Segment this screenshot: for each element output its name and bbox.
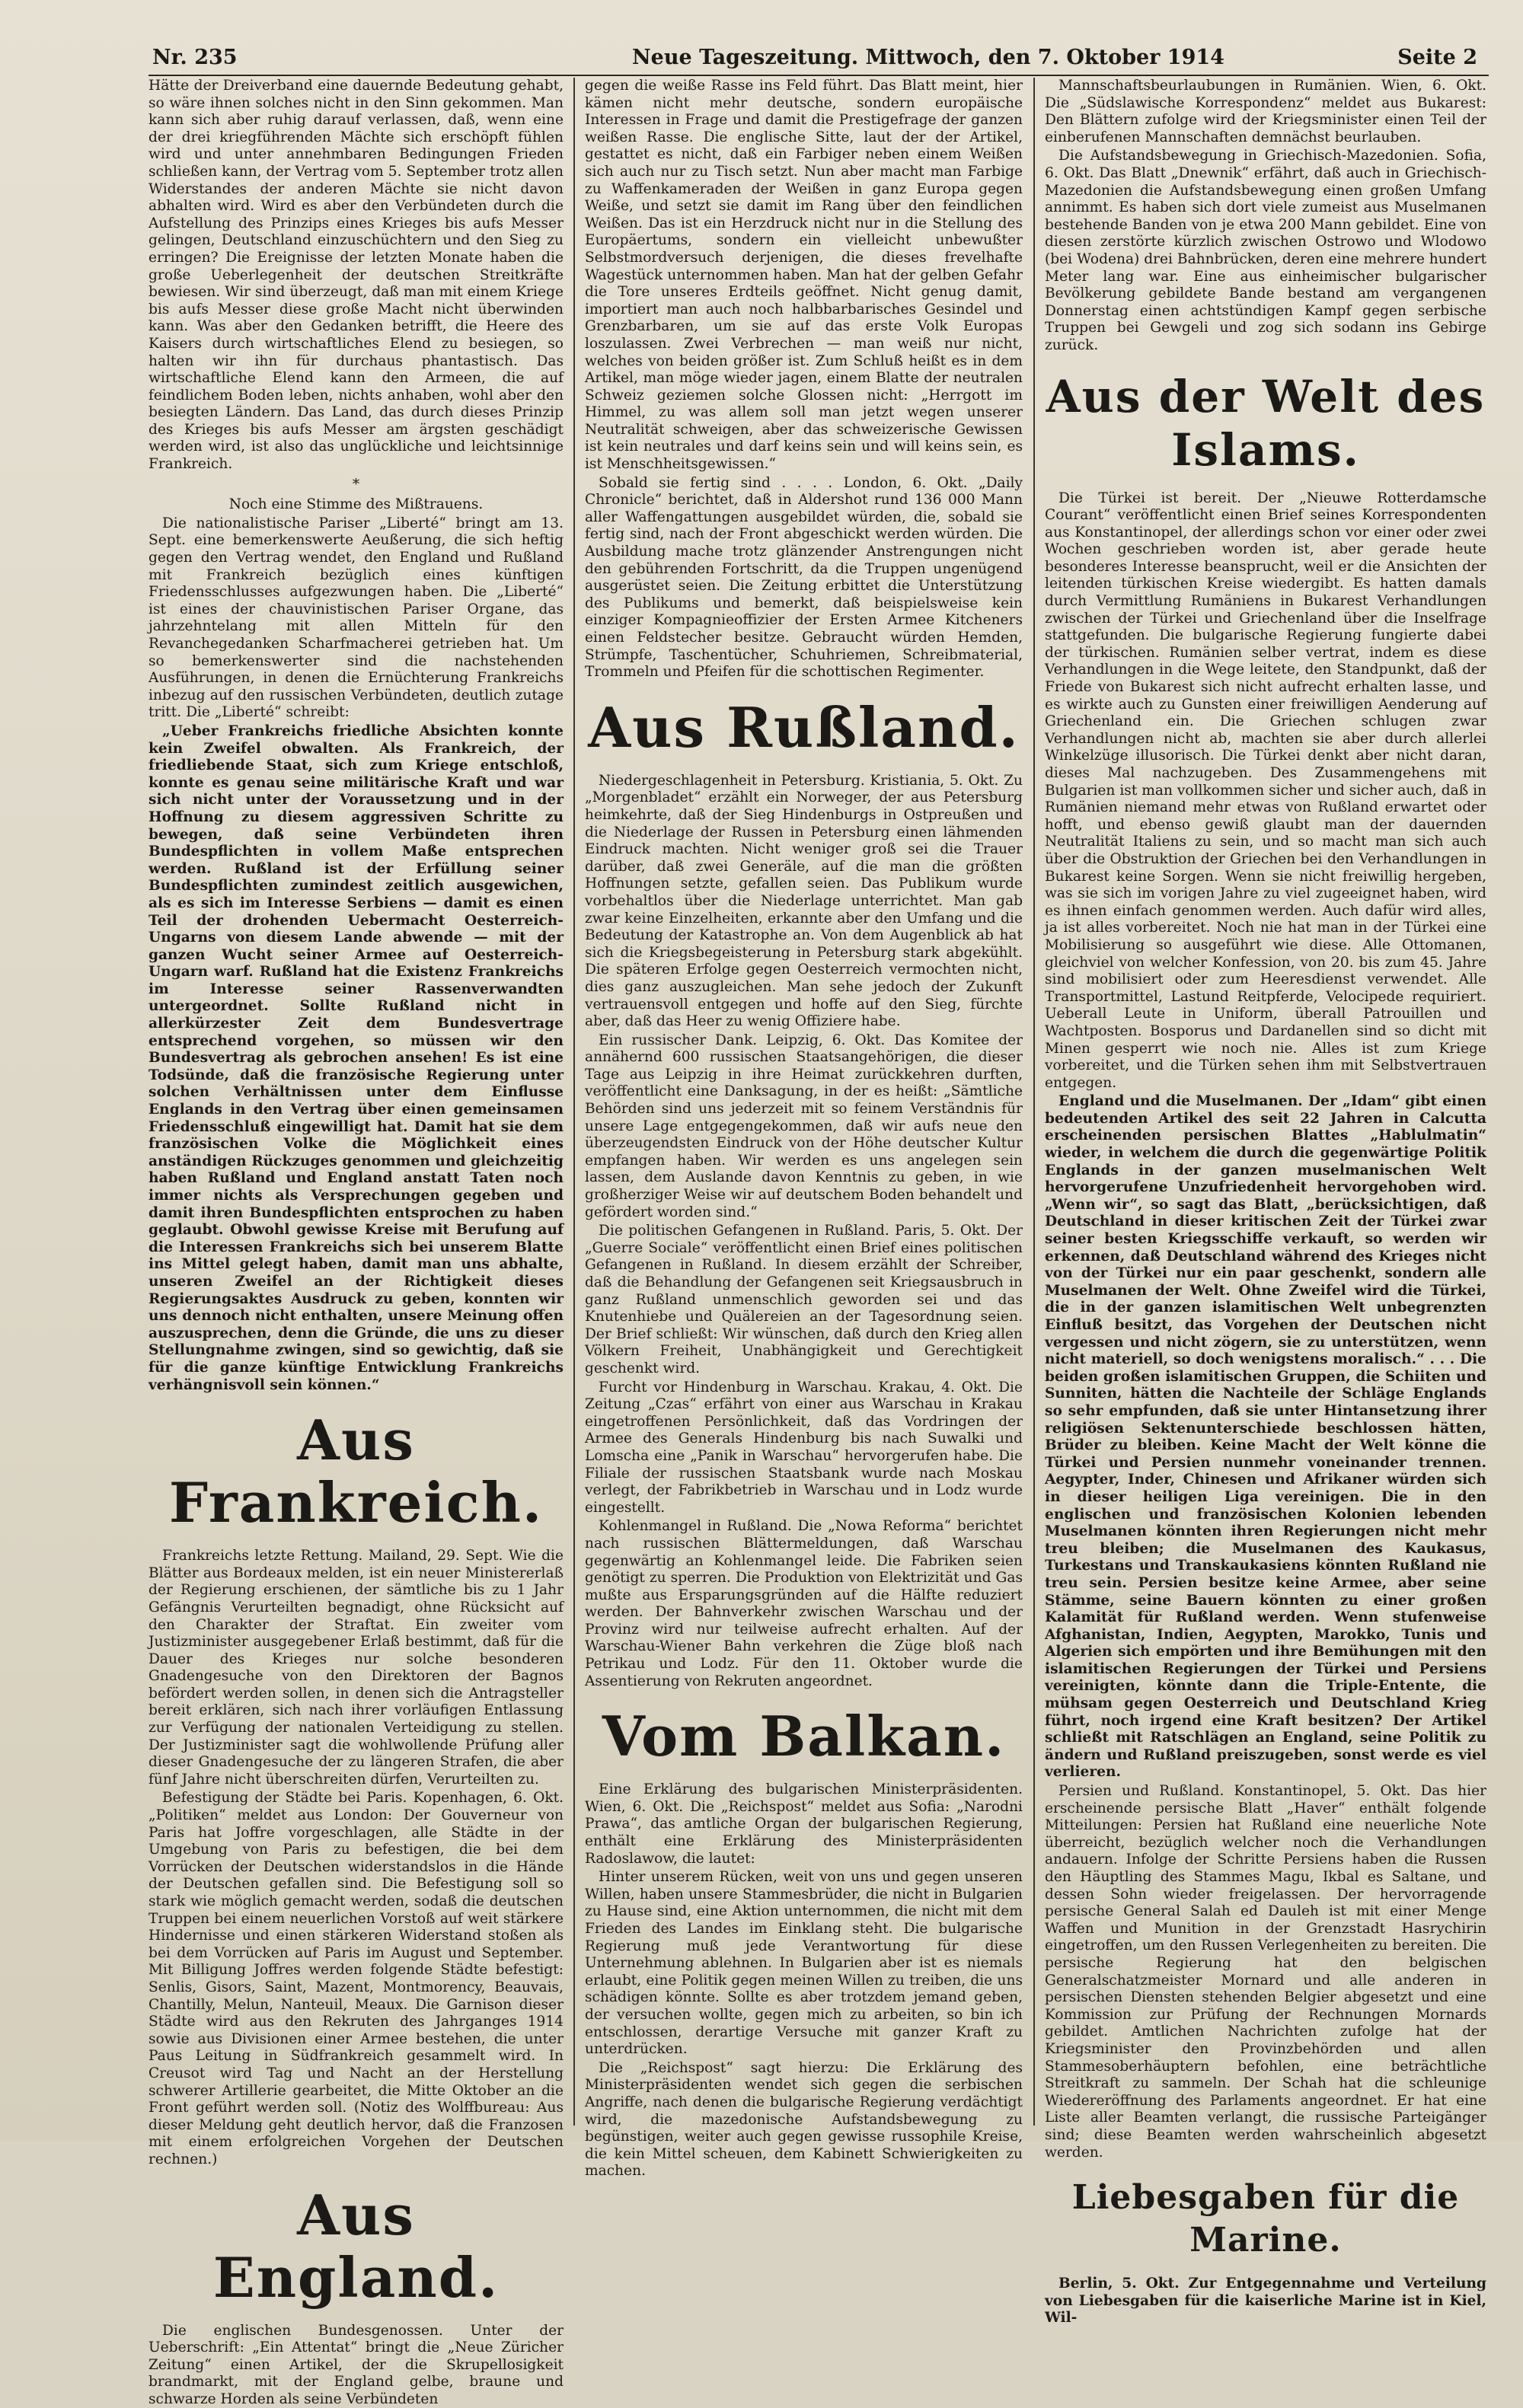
column-1 <box>148 78 564 2118</box>
article-paragraph: Befestigung der Städte bei Paris. Kopenhagen, 6. Okt. „Politiken“ meldet aus London: Der Gouverneur von Paris hat Joffre vorgeschlagen, alle Städte in der Umgebung von Paris zu befestigen, die bei dem Vorrücken der Deutschen widerstandslos in die Hände der Deutschen gefallen sind. Die Befestigung soll so stark wie möglich gemacht werden, sodaß die deutschen Truppen bei einem neuerlichen Vorstoß auf weit stärkere Hindernisse und einen stärkeren Widerstand stoßen als bei dem Vorrücken auf Paris im August und September. Mit Billigung Joffres werden folgende Städte befestigt: Senlis, Gisors, Saint, Mazent, Montmorency, Beauvais, Chantilly, Melun, Nanteuil, Meaux. Die Garnison dieser Städte wird aus den Rekruten des Jahrganges 1914 sowie aus Divisionen einer Armee bestehen, die unter Paus Leitung in Südfrankreich gesammelt wird. In Creusot wird Tag und Nacht an der Herstellung schwerer Artillerie gearbeitet, die Mitte Oktober an die Front geführt werden soll. (Notiz des Wolffbureau: Aus dieser Meldung geht deutlich hervor, daß die Franzosen mit einem erfolgreichen Vorgehen der Deutschen rechnen.) <box>148 1790 564 2168</box>
section-heading-england: Aus England. <box>148 2184 564 2309</box>
masthead <box>145 46 1485 76</box>
article-paragraph: Die englischen Bundesgenossen. Unter der Ueberschrift: „Ein Attentat“ bringt die „Neue Züricher Zeitung“ einen Artikel, der die Skrupellosigkeit brandmarkt, mit der England gelbe, braune und schwarze Horden als seine Verbündeten <box>148 2323 564 2408</box>
column-3 <box>1045 78 1486 2118</box>
article-paragraph: Berlin, 5. Okt. Zur Entgegennahme und Verteilung von Liebesgaben für die kaiserliche Marine ist in Kiel, Wil- <box>1045 2276 1486 2327</box>
section-heading-marine: Liebesgaben für die Marine. <box>1045 2177 1486 2262</box>
paper-title-date: Neue Tageszeitung. Mittwoch, den 7. Oktober 1914 <box>632 46 1224 69</box>
subheading: Noch eine Stimme des Mißtrauens. <box>148 496 564 514</box>
article-paragraph: Niedergeschlagenheit in Petersburg. Kristiania, 5. Okt. Zu „Morgenbladet“ erzählt ein Norweger, der aus Petersburg heimkehrte, daß der Sieg Hindenburgs in Ostpreußen und die Niederlage der Russen in Petersburg einen lähmenden Eindruck machten. Nicht weniger groß sei die Trauer darüber, daß zwei Generäle, auf die man die größten Hoffnungen setzte, gefallen seien. Das Publikum wurde vorbehaltlos über die Niederlage unterrichtet. Man gab zwar keine Einzelheiten, erkannte aber den Umfang und die Bedeutung der Katastrophe an. Von dem Augenblick ab hat sich die Kriegsbegeisterung in Petersburg stark abgekühlt. Die späteren Erfolge gegen Oesterreich vermochten nicht, dies ganz auszugleichen. Man sehe jedoch der Zukunft vertrauensvoll entgegen und hoffe auf den Sieg, fürchte aber, daß das Heer zu wenig Offiziere habe. <box>585 773 1023 1031</box>
section-heading-frankreich: Aus Frankreich. <box>148 1409 564 1534</box>
column-2 <box>585 78 1023 2118</box>
article-paragraph: Frankreichs letzte Rettung. Mailand, 29. Sept. Wie die Blätter aus Bordeaux melden, ist ein neuer Ministererlaß der Regierung erschienen, der sämtliche bis zu 1 Jahr Gefängnis Verurteilten begnadigt, ohne Rücksicht auf den Charakter der Straftat. Ein zweiter vom Justizminister ausgegebener Erlaß bestimmt, daß für die Dauer des Krieges nur solche besonderen Gnadengesuche von den Direktoren der Bagnos befördert werden sollen, in denen sich die Antragsteller bereit erklären, sich nach ihrer vorläufigen Entlassung zur Verfügung der nationalen Verteidigung zu stellen. Der Justizminister sagt die wohlwollende Prüfung aller dieser Gnadengesuche der zu längeren Strafen, die aber fünf Jahre nicht überschreiten dürfen, Verurteilten zu. <box>148 1548 564 1788</box>
article-paragraph: gegen die weiße Rasse ins Feld führt. Das Blatt meint, hier kämen nicht mehr deutsche, sondern europäische Interessen in Frage und damit die Prestigefrage der ganzen weißen Rasse. Die englische Sitte, laut der der Artikel, gestattet es nicht, daß ein Farbiger neben einem Weißen sich auch nur zu Tisch setzt. Nun aber macht man Farbige zu Waffenkameraden der Weißen in ganz Europa gegen Weiße, und setzt sie damit im Rang über den feindlichen Weißen. Das ist ein Herzdruck nicht nur in die Stellung des Europäertums, sondern ein vielleicht unbewußter Selbstmordversuch derjenigen, die dieses frevelhafte Wagestück unternommen haben. Man hat der gelben Gefahr die Tore unseres Erdteils geöffnet. Nicht genug damit, importiert man auch noch halbbarbarisches Gesindel und Grenzbarbaren, um sie auf das erste Volk Europas loszulassen. Zwei Verbrechen — man weiß nur nicht, welches von beiden größer ist. Zum Schluß heißt es in dem Artikel, man möge wieder jagen, einem Blatte der neutralen Schweiz geziemen solche Glossen nicht: „Herrgott im Himmel, zu was allem soll man jetzt wegen unserer Neutralität schweigen, aber das schweizerische Gewissen ist kein neutrales und darf keins sein und will keins sein, es ist Menschheitsgewissen.“ <box>585 78 1023 474</box>
article-paragraph: Eine Erklärung des bulgarischen Ministerpräsidenten. Wien, 6. Okt. Die „Reichspost“ meldet aus Sofia: „Narodni Prawa“, das amtliche Organ der bulgarischen Regierung, enthält eine Erklärung des Ministerpräsidenten Radoslawow, die lautet: <box>585 1781 1023 1867</box>
section-heading-balkan: Vom Balkan. <box>585 1705 1023 1768</box>
article-paragraph: Furcht vor Hindenburg in Warschau. Krakau, 4. Okt. Die Zeitung „Czas“ erfährt von einer aus Warschau in Krakau eingetroffenen Persönlichkeit, daß das Vordringen der Armee des Generals Hindenburg bis nach Suwalki und Lomscha eine „Panik in Warschau“ hervorgerufen habe. Die Filiale der russischen Staatsbank wurde nach Moskau verlegt, der Fabrikbetrieb in Warschau und in Lodz wurde eingestellt. <box>585 1379 1023 1517</box>
article-paragraph: Mannschaftsbeurlaubungen in Rumänien. Wien, 6. Okt. Die „Südslawische Korrespondenz“ meldet aus Bukarest: Den Blättern zufolge wird der Kriegsminister einen Teil der einberufenen Mannschaften demnächst beurlauben. <box>1045 78 1486 146</box>
article-paragraph: Die nationalistische Pariser „Liberté“ bringt am 13. Sept. eine bemerkenswerte Aeußerung, die sich heftig gegen den Vertrag wendet, den England und Rußland mit Frankreich bezüglich eines künftigen Friedensschlusses aufgezwungen haben. Die „Liberté“ ist eines der chauvinistischen Pariser Organe, das jahrzehntelang mit allen Mitteln für den Revanchegedanken Scharfmacherei getrieben hat. Um so bemerkenswerter sind die nachstehenden Ausführungen, in denen die Ernüchterung Frankreichs inbezug auf den russischen Verbündeten, deutlich zutage tritt. Die „Liberté“ schreibt: <box>148 515 564 722</box>
article-paragraph: Sobald sie fertig sind . . . . London, 6. Okt. „Daily Chronicle“ berichtet, daß in Aldershot rund 136 000 Mann aller Waffengattungen ausgebildet würden, die, sobald sie fertig sind, nach der Front abgeschickt werden würden. Die Ausbildung mache trotz glänzender Anstrengungen nicht den gebührenden Fortschritt, da die Truppen ungenügend ausgerüstet seien. Die Zeitung erbittet die Unterstützung des Publikums und bemerkt, daß beispielsweise kein einziger Kompagnieoffizier der Ersten Armee Kitcheners einen Feldstecher besitze. Gebraucht würden Hemden, Strümpfe, Taschentücher, Schuhriemen, Schreibmaterial, Trommeln und Pfeifen für die schottischen Regimenter. <box>585 475 1023 681</box>
masthead-rule <box>148 75 1489 76</box>
section-heading-russland: Aus Rußland. <box>585 697 1023 759</box>
article-paragraph: Die politischen Gefangenen in Rußland. Paris, 5. Okt. Der „Guerre Sociale“ veröffentlicht einen Brief eines politischen Gefangenen in Rußland. In diesem erzählt der Schreiber, daß die Behandlung der Gefangenen seit Kriegsausbruch in ganz Rußland unmenschlich geworden sei und das Knutenhiebe und Quälereien an der Tagesordnung seien. Der Brief schließt: Wir wünschen, daß durch den Krieg allen Völkern Freiheit, Unabhängigkeit und Gerechtigkeit geschenkt wird. <box>585 1223 1023 1377</box>
article-paragraph: Persien und Rußland. Konstantinopel, 5. Okt. Das hier erscheinende persische Blatt „Haver“ enthält folgende Mitteilungen: Persien hat Rußland eine neuerliche Note überreicht, bezüglich welcher noch die Verhandlungen andauern. Infolge der Schritte Persiens haben die Russen den Häuptling des Stammes Magu, Ikbal es Saltane, und dessen Sohn wieder freigelassen. Der hervorragende persische General Salah ed Dauleh ist mit einer Menge Waffen und Munition in der Grenzstadt Hasrychirin eingetroffen, um den Russen Verlegenheiten zu bereiten. Die persische Regierung hat den belgischen Generalschatzmeister Mornard und alle anderen in persischen Diensten stehenden Belgier abgesetzt und eine Kommission zur Prüfung der Rechnungen Mornards gebildet. Amtlichen Nachrichten zufolge hat der Kriegsminister den Provinzbehörden und allen Stammesoberhäuptern befohlen, eine beträchtliche Streitkraft zu sammeln. Der Schah hat die schleunige Wiedereröffnung des Parlaments angeordnet. Er hat eine Liste aller Beamten verlangt, die russische Parteigänger sind; diese Beamten werden wahrscheinlich abgesetzt werden. <box>1045 1783 1486 2161</box>
article-paragraph: Die Aufstandsbewegung in Griechisch-Mazedonien. Sofia, 6. Okt. Das Blatt „Dnewnik“ erfährt, daß auch in Griechisch-Mazedonien die Aufstandsbewegung einen großen Umfang annimmt. Es haben sich dort viele zumeist aus Muselmanen bestehende Banden von je etwa 200 Mann gebildet. Eine von diesen zerstörte kürzlich zwischen Ostrowo und Wlodowo (bei Wodena) drei Bahnbrücken, deren eine mehrere hundert Meter lang war. Eine aus einheimischer bulgarischer Bevölkerung gebildete Bande bestand am vergangenen Donnerstag einen achtstündigen Kampf gegen serbische Truppen bei Gewgeli und zog sich sodann ins Gebirge zurück. <box>1045 148 1486 354</box>
separator-star: * <box>148 477 564 494</box>
article-paragraph: Die „Reichspost“ sagt hierzu: Die Erklärung des Ministerpräsidenten wendet sich gegen die serbischen Angriffe, nach denen die bulgarische Regierung verdächtigt wird, die mazedonische Aufstandsbewegung zu begünstigen, weiter auch gegen gewisse russophile Kreise, die kein Mittel scheuen, dem Kabinett Schwierigkeiten zu machen. <box>585 2060 1023 2180</box>
page-number: Seite 2 <box>1397 46 1477 69</box>
issue-number: Nr. 235 <box>152 46 238 69</box>
column-divider <box>1033 78 1035 2126</box>
article-paragraph: Kohlenmangel in Rußland. Die „Nowa Reforma“ berichtet nach russischen Blättermeldungen, daß Warschau gegenwärtig an Kohlenmangel leide. Die Fabriken seien genötigt zu sperren. Die Produktion von Elektrizität und Gas mußte aus Ersparungsgründen auf die Hälfte reduziert werden. Der Bahnverkehr zwischen Warschau und der Provinz wird nur teilweise aufrecht erhalten. Auf der Warschau-Wiener Bahn verkehren die Züge bloß nach Petrikau und Lodz. Für den 11. Oktober wurde die Assentierung von Rekruten angeordnet. <box>585 1518 1023 1690</box>
article-paragraph: Hinter unserem Rücken, weit von uns und gegen unseren Willen, haben unsere Stammesbrüder, die nicht in Bulgarien zu Hause sind, eine Aktion unternommen, die nicht mit dem Frieden des Landes im Einklang steht. Die bulgarische Regierung muß jede Verantwortung für diese Unternehmung ablehnen. In Bulgarien aber ist es niemals erlaubt, eine Politik gegen meinen Willen zu treiben, die uns schädigen könnte. Sollte es aber trotzdem jemand geben, der versuchen wollte, gegen mich zu arbeiten, so bin ich entschlossen, derartige Versuche mit ganzer Kraft zu unterdrücken. <box>585 1869 1023 2059</box>
article-quote: „Ueber Frankreichs friedliche Absichten konnte kein Zweifel obwalten. Als Frankreich, der friedliebende Staat, sich zum Kriege entschloß, konnte es genau seine militärische Kraft und war sich nicht unter der Voraussetzung und in der Hoffnung zu diesem aggressiven Schritte zu bewegen, daß seine Verbündeten ihren Bundespflichten in vollem Maße entsprechen werden. Rußland ist der Erfüllung seiner Bundespflichten zumindest zeitlich ausgewichen, als es sich im Interesse Serbiens — damit es einen Teil der drohenden Uebermacht Oesterreich-Ungarns von diesem Lande abwende — mit der ganzen Wucht seiner Armee auf Oesterreich-Ungarn warf. Rußland hat die Existenz Frankreichs im Interesse seiner Rassenverwandten untergeordnet. Sollte Rußland nicht in allerkürzester Zeit dem Bundesvertrage entsprechend vorgehen, so müssen wir den Bundesvertrag als gebrochen ansehen! Es ist eine Todsünde, daß die französische Regierung unter solchen Verhältnissen unter dem Einflusse Englands in den Vertrag über einen gemeinsamen Friedensschluß eingewilligt hat. Damit hat sie dem französischen Volke die Möglichkeit eines anständigen Rückzuges genommen und gleichzeitig haben Rußland und England anstatt Taten noch immer nichts als Versprechungen gegeben und damit ihren Bundespflichten entsprochen zu haben geglaubt. Obwohl gewisse Kreise mit Berufung auf die Interessen Frankreichs sich bei unserem Blatte ins Mittel gelegt haben, damit man uns abhalte, unseren Zweifel an der Richtigkeit dieses Regierungsaktes Ausdruck zu geben, konnten wir uns dennoch nicht enthalten, unsere Meinung offen auszusprechen, denn die Gründe, die uns zu dieser Stellungnahme zwingen, sind so gewichtig, daß sie für die ganze künftige Entwicklung Frankreichs verhängnisvoll sein können.“ <box>148 723 564 1394</box>
article-paragraph: Ein russischer Dank. Leipzig, 6. Okt. Das Komitee der annähernd 600 russischen Staatsangehörigen, die dieser Tage aus Leipzig in ihre Heimat zurückkehren durften, veröffentlicht eine Danksagung, in der es heißt: „Sämtliche Behörden sind uns jederzeit mit so feinem Verständnis für unsere Lage entgegengekommen, daß wir aufs neue den überzeugendsten Eindruck von der Höhe deutscher Kultur empfangen haben. Wir werden es uns angelegen sein lassen, dem Auslande davon Kenntnis zu geben, in wie großherziger Weise wir auf deutschem Boden behandelt und gefördert worden sind.“ <box>585 1032 1023 1222</box>
column-divider <box>573 78 575 2126</box>
article-paragraph: England und die Muselmanen. Der „Idam“ gibt einen bedeutenden Artikel des seit 22 Jahren in Calcutta erscheinenden persischen Blattes „Hablulmatin“ wieder, in welchem die durch die gegenwärtige Politik Englands in der ganzen muselmanischen Welt hervorgerufene Unzufriedenheit hervorgehoben wird. „Wenn wir“, so sagt das Blatt, „berücksichtigen, daß Deutschland in dieser kritischen Zeit der Türkei zwar seiner besten Kriegsschiffe verkauft, so werden wir erkennen, daß Deutschland während des Krieges nicht von der Türkei nur ein paar geschenkt, sondern alle Muselmanen der Welt. Ohne Zweifel wird die Türkei, die in der ganzen islamitischen Welt unbegrenzten Einfluß besitzt, das Vorgehen der Deutschen nicht vergessen und nicht zögern, sie zu unterstützen, wenn nicht materiell, so doch wenigstens moralisch.“ . . . Die beiden großen islamitischen Gruppen, die Schiiten und Sunniten, hätten die Nachteile der Schläge Englands so sehr empfunden, daß sie unter Hintansetzung ihrer religiösen Sektenunterschiede beschlossen hätten, Brüder zu bleiben. Keine Macht der Welt könne die Türkei und Persien nunmehr voneinander trennen. Aegypter, Inder, Chinesen und Afrikaner würden sich in dieser heiligen Liga vereinigen. Die in den englischen und französischen Kolonien lebenden Muselmanen könnten ihren Regierungen nicht mehr treu bleiben; die Muselmanen des Kaukasus, Turkestans und Transkaukasiens könnten Rußland nie treu sein. Persien besitze keine Armee, aber seine Stämme, seine Bauern könnten zu einer großen Kalamität für Rußland werden. Wenn stufenweise Afghanistan, Indien, Aegypten, Marokko, Tunis und Algerien sich empörten und ihre Bemühungen mit den islamitischen Regierungen der Türkei und Persiens vereinigten, könnte dann die Triple-Entente, die mühsam gegen Oesterreich und Deutschland Krieg führt, noch irgend eine Kraft besitzen? Der Artikel schließt mit Ratschlägen an England, seine Politik zu ändern und Rußland preiszugeben, sonst werde es viel verlieren. <box>1045 1093 1486 1781</box>
article-paragraph: Hätte der Dreiverband eine dauernde Bedeutung gehabt, so wäre ihnen solches nicht in den Sinn gekommen. Man kann sich aber ruhig darauf verlassen, daß, wenn eine der drei kriegführenden Mächte sich erschöpft fühlen wird und unter annehmbaren Bedingungen Frieden schließen kann, der Vertrag vom 5. September trotz allen Widerstandes der anderen Mächte sie nicht davon abhalten wird. Wird es aber den Verbündeten durch die Aufstellung des Prinzips eines Krieges bis aufs Messer gelingen, Deutschland einzuschüchtern und den Sieg zu erringen? Die Ereignisse der letzten Monate haben die große Ueberlegenheit der deutschen Streitkräfte bewiesen. Wir sind überzeugt, daß man mit einem Kriege bis aufs Messer diese große Macht nicht überwinden kann. Was aber den Gedanken betrifft, die Heere des Kaisers durch wirtschaftliches Elend zu besiegen, so halten wir ihn für durchaus phantastisch. Das wirtschaftliche Elend kann den Armeen, die auf feindlichem Boden leben, nichts anhaben, wohl aber den besiegten Ländern. Das Land, das durch dieses Prinzip des Krieges bis aufs Messer am ärgsten geschädigt werden wird, ist also das unglückliche und leichtsinnige Frankreich. <box>148 78 564 474</box>
article-paragraph: Die Türkei ist bereit. Der „Nieuwe Rotterdamsche Courant“ veröffentlicht einen Brief seines Korrespondenten aus Konstantinopel, der allerdings schon vor einer oder zwei Wochen geschrieben worden ist, aber gerade heute besonderes Interesse beansprucht, weil er die Ansichten der leitenden türkischen Kreise wiedergibt. Es hatten damals durch Vermittlung Rumäniens in Bukarest Verhandlungen zwischen der Türkei und Griechenland über die Inselfrage stattgefunden. Die bulgarische Regierung fungierte dabei der türkischen. Rumänien selber vertrat, indem es diese Verhandlungen in die Wege leitete, den Standpunkt, daß der Friede von Bukarest sich nicht aufrecht erhalten lasse, und es wirkte auch zu Gunsten einer freiwilligen Aenderung auf Griechenland ein. Die Griechen schlugen zwar Verhandlungen nicht ab, machten sie aber durch allerlei Winkelzüge illusorisch. Die Türkei denkt aber nicht daran, dieses Mal nachzugeben. Des Zusammengehens mit Bulgarien ist man vollkommen sicher und sicher auch, daß in Rumänien niemand mehr etwas von Rußland erwartet oder hofft, und ebenso gewiß glaubt man der dauernden Neutralität Italiens zu sein, und so macht man sich auch über die Obstruktion der Griechen bei den Verhandlungen in Bukarest keine Sorgen. Wenn sie nicht freiwillig hergeben, was sie sich im vorigen Jahre zu viel zugeeignet haben, wird es ihnen einfach genommen werden. Auch dafür wird alles, ja ist alles vorbereitet. Noch nie hat man in der Türkei eine Mobilisierung so ausgeführt wie diese. Alle Ottomanen, gleichviel von welcher Konfession, von 20. bis zum 45. Jahre sind mobilisiert oder zum Heeresdienst verwendet. Alle Transportmittel, Lastund Reitpferde, Velocipede requiriert. Ueberall Leute in Uniform, überall Patrouillen und Wachtposten. Bosporus und Dardanellen sind so dicht mit Minen gesperrt wie noch nie. Alles ist zum Kriege vorbereitet, und die Türken sehen ihm mit Selbstvertrauen entgegen. <box>1045 490 1486 1092</box>
section-heading-islam: Aus der Welt des Islams. <box>1045 370 1486 477</box>
